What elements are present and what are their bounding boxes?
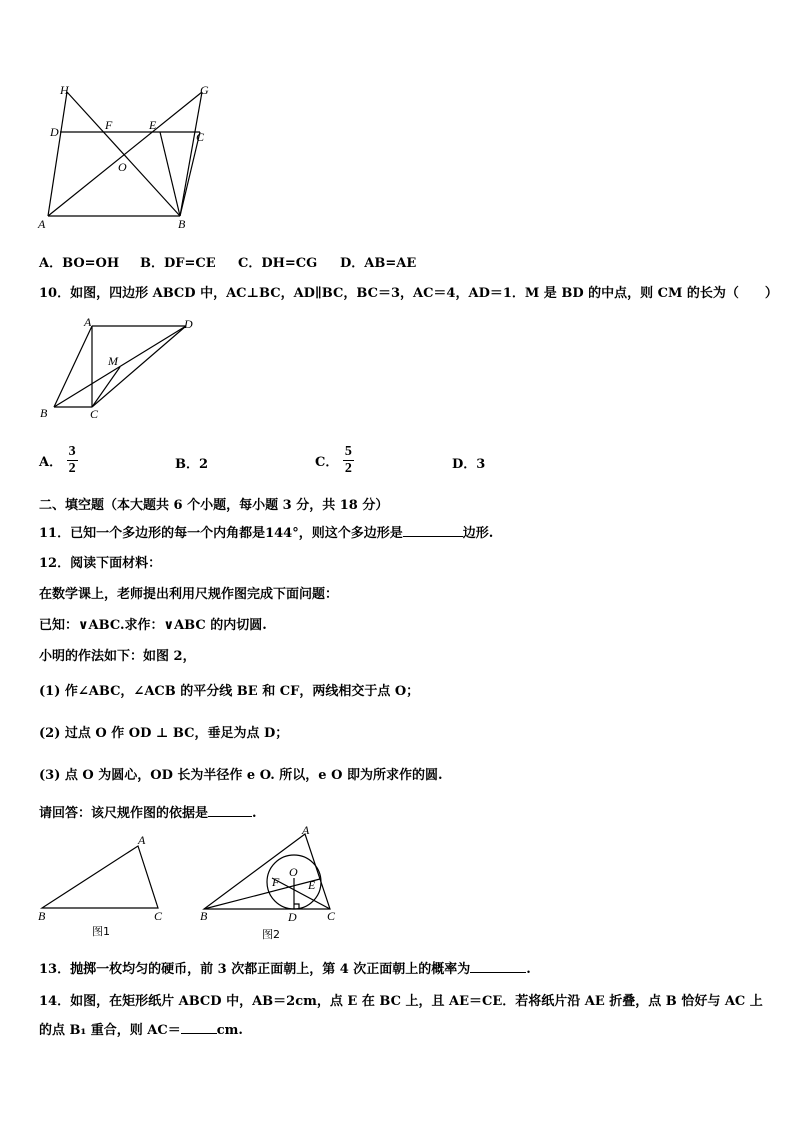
label-e: E [149,118,157,132]
q9-option-c: C．DH=CG [238,256,318,271]
label-h: H [60,83,69,97]
figure-q10 [36,314,206,424]
label-d: D [288,910,297,924]
q10-option-d: D．3 [452,457,486,472]
label-f: F [105,118,113,132]
fraction: $\frac{5}{2}$ [344,444,352,476]
q14-line-2: 的点 B₁ 重合，则 AC＝ cm. [39,1023,243,1038]
q10-question: 10．如图，四边形 ABCD 中，AC⊥BC，AD∥BC，BC＝3，AC＝4，AD＝1．M 是 BD 的中点，则 CM 的长为（ ） [39,286,778,301]
label-o: O [118,160,127,174]
label-a: A [138,833,146,847]
figure-12-1 [34,830,184,942]
q14-line-1: 14．如图，在矩形纸片 ABCD 中，AB＝2cm，点 E 在 BC 上，且 AE＝CE．若将纸片沿 AE 折叠，点 B 恰好与 AC 上 [39,994,763,1009]
label-m: M [108,354,118,368]
label-b: B [38,909,46,923]
label-e: E [308,878,316,892]
fraction: $\frac{3}{2}$ [68,444,76,476]
label-d: D [50,125,59,139]
label-o: O [289,865,298,879]
q12-line-4: 小明的作法如下：如图 2， [39,649,196,664]
q11-question: 11．已知一个多边形的每一个内角都是144°，则这个多边形是 边形. [39,526,494,541]
label-g: G [200,83,209,97]
figure-q9 [30,78,230,238]
q12-line-6: (2) 过点 O 作 OD ⊥ BC，垂足为点 D； [39,726,289,741]
q12-line-8: 请回答：该尺规作图的依据是 . [39,806,257,821]
q12-line-2: 在数学课上，老师提出利用尺规作图完成下面问题： [39,587,339,602]
label-b: B [40,406,48,420]
label-c: C [90,407,99,421]
figure-caption: 图1 [92,925,110,938]
q12-line-3: 已知：∨ABC.求作：∨ABC 的内切圆. [39,618,267,633]
label-c: C [327,909,336,923]
q12-line-1: 12．阅读下面材料： [39,556,162,571]
q10-option-b: B．2 [175,457,209,472]
label-b: B [178,217,186,231]
label-a: A [302,823,310,837]
figure-12-2 [196,823,346,944]
figure-caption: 图2 [262,928,280,941]
label-c: C [154,909,163,923]
q10-option-a: A． $\frac{3}{2}$ [39,444,76,476]
q12-line-7: (3) 点 O 为圆心，OD 长为半径作 e O. 所以，e O 即为所求作的圆. [39,768,443,783]
label-b: B [200,909,208,923]
q9-option-a: A．BO=OH [39,256,120,271]
label-a: A [38,217,46,231]
q12-line-5: (1) 作∠ABC，∠ACB 的平分线 BE 和 CF，两线相交于点 O； [39,684,420,699]
label-a: A [84,315,92,329]
label-c: C [196,130,205,144]
section-heading: 二、填空题（本大题共 6 个小题，每小题 3 分，共 18 分） [39,498,389,513]
label-f: F [272,875,280,889]
q10-option-c: C． $\frac{5}{2}$ [315,444,352,476]
q9-option-d: D．AB=AE [340,256,417,271]
label-d: D [184,317,193,331]
q13-question: 13．抛掷一枚均匀的硬币，前 3 次都正面朝上，第 4 次正面朝上的概率为 . [39,962,531,977]
q9-option-b: B．DF=CE [140,256,216,271]
